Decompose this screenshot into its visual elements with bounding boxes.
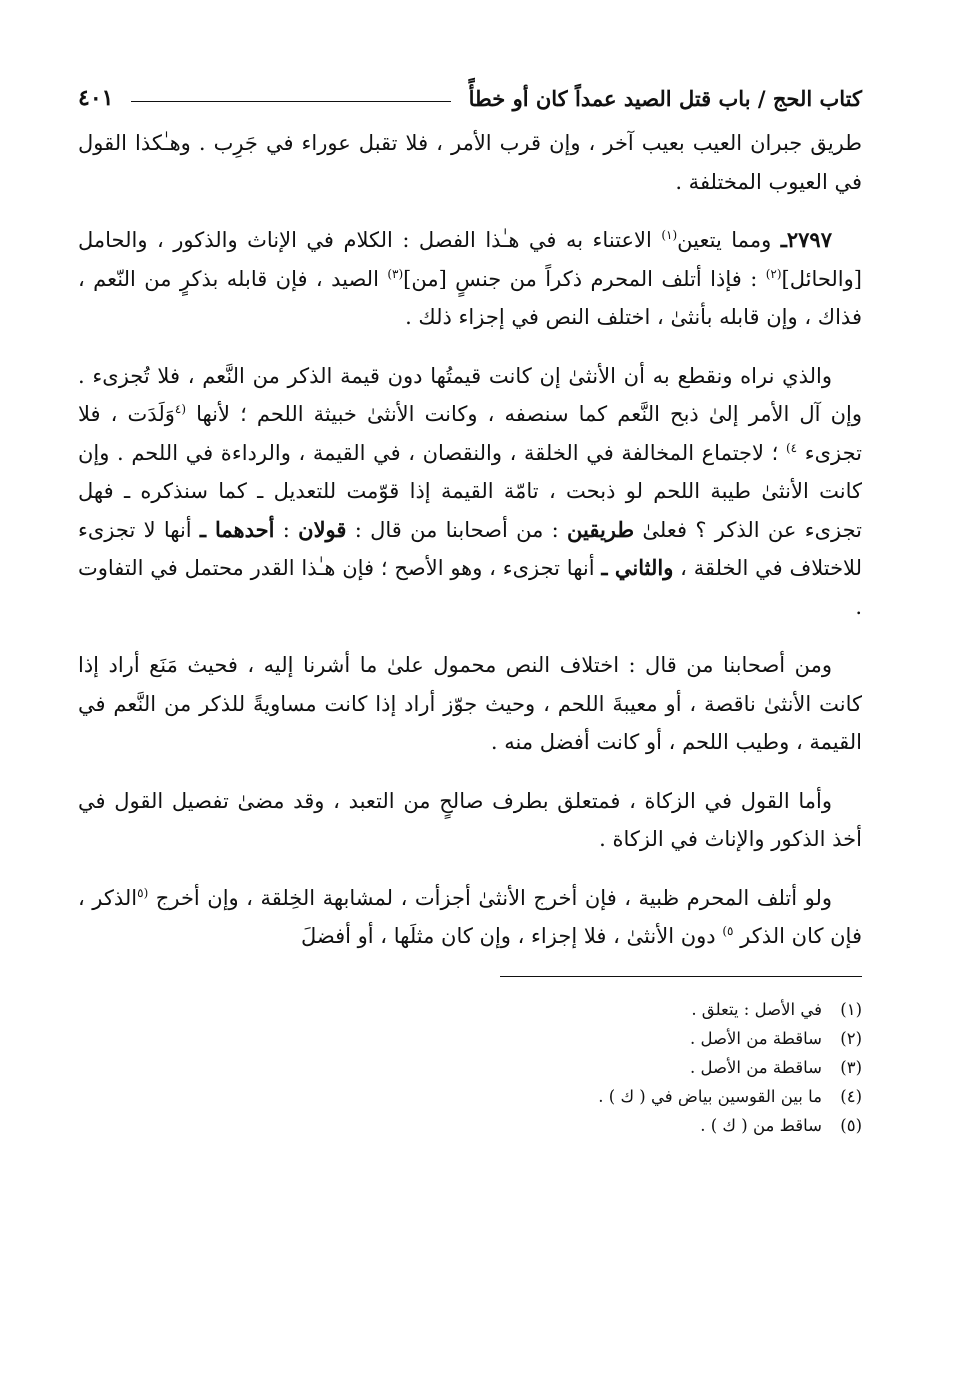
footnote-number: (٤) <box>840 1086 862 1106</box>
text-run: : فإذا أتلف المحرم ذكراً من جنسٍ [من] <box>403 266 766 291</box>
text-run: الذكر ، فإن كان الذكر <box>78 885 862 948</box>
text-run: أنها لا تجزىء للاختلاف في الخلقة ، <box>78 517 862 580</box>
bold-term: أحدهما ـ <box>199 516 275 542</box>
main-text <box>78 124 862 956</box>
paragraph-female-ruling <box>78 357 862 627</box>
text-run: والذي نراه ونقطع به أن الأنثىٰ إن كانت قيمتُها دون قيمة الذكر من النَّعم ، فلا تُجزىء . وإن آل الأمر إلىٰ ذبح النَّعم كما سنصفه ، وكانت الأنثىٰ خبيثة اللحم ؛ لأنها <box>78 363 863 426</box>
running-header <box>78 78 862 118</box>
footnote-text: ما بين القوسين بياض في ( ك ) . <box>598 1086 822 1106</box>
header-title: كتاب الحج / باب قتل الصيد عمداً كان أو خطأً <box>468 85 862 111</box>
footnote-marker-5-close: ٥) <box>722 924 734 938</box>
text-run: ولو أتلف المحرم ظبية ، فإن أخرج الأنثىٰ أجزأت ، لمشابهة الخِلقة ، وإن أخرج <box>148 885 833 910</box>
paragraph-companions-view: ومن أصحابنا من قال : اختلاف النص محمول علىٰ ما أشرنا إليه ، فحيث مَنَع أراد إذا كانت الأنثىٰ ناقصة ، أو معيبةَ اللحم ، وحيث جوّز أراد إذا كانت مساويةً للذكر من النَّعم في القيمة ، وطيب اللحم ، أو كانت أفضل منه . <box>78 653 862 754</box>
footnote-marker-4-open: (٤ <box>174 402 186 416</box>
footnote-item <box>78 1082 862 1111</box>
footnote-number: (٣) <box>840 1057 862 1077</box>
footnote-item <box>78 1111 862 1140</box>
text-run: الصيد ، فإن قابله بذكرٍ من النّعم ، فذاك ، وإن قابله بأنثىٰ ، اختلف النص في إجزاء ذلك . <box>78 266 862 329</box>
page-number: ٤٠١ <box>78 85 114 111</box>
text-run: ؛ لاجتماع المخالفة في الخلقة ، والنقصان ، في القيمة ، والرداءة في اللحم . وإن كانت الأنثىٰ طيبة اللحم لو ذبحت ، تامّة القيمة إذا قوّمت للتعديل ـ كما سنذكره ـ فهل تجزىء عن الذكر ؟ فعلىٰ <box>78 440 863 542</box>
footnote-separator <box>500 976 862 977</box>
footnote-text: ساقط من ( ك ) . <box>700 1115 822 1135</box>
bold-term: قولان <box>298 516 347 542</box>
header-rule <box>131 101 450 102</box>
footnote-number: (٥) <box>840 1115 862 1135</box>
text-run: الاعتناء به في هـٰذا الفصل : الكلام في الإناث والذكور ، والحامل [والحائل] <box>78 228 862 291</box>
footnotes <box>78 995 862 1140</box>
footnote-ref-3: (٣) <box>387 266 404 281</box>
text-run: أنها تجزىء ، وهو الأصح ؛ فإن هـٰذا القدر محتمل في التفاوت . <box>78 556 862 619</box>
section-number: ٢٧٩٧ـ <box>780 227 832 252</box>
footnote-item <box>78 1024 862 1053</box>
paragraph-section-2797 <box>78 221 862 337</box>
footnote-ref-1: (١) <box>661 228 678 242</box>
text-run: دون الأنثىٰ ، فلا إجزاء ، وإن كان مثلَها ، أو أفضلَ <box>300 924 723 948</box>
paragraph-continuation: طريق جبران العيب بعيب آخر ، وإن قرب الأمر ، فلا تقبل عوراء في جَرِب . وهـٰكذا القول في العيوب المختلفة . <box>78 131 862 194</box>
text-run: : من أصحابنا من قال : <box>346 517 568 542</box>
paragraph-zakat: وأما القول في الزكاة ، فمتعلق بطرف صالحٍ من التعبد ، وقد مضىٰ تفصيل القول في أخذ الذكور والإناث في الزكاة . <box>78 788 862 851</box>
footnote-text: ساقطة من الأصل . <box>690 1028 822 1048</box>
text-run: ومما يتعين <box>677 228 781 252</box>
text-run: : <box>274 517 299 542</box>
footnote-text: في الأصل : يتعلق . <box>691 999 822 1019</box>
book-page <box>78 78 862 1318</box>
bold-term: والثاني ـ <box>601 555 674 580</box>
footnote-marker-4-close: ٤) <box>785 440 798 455</box>
footnote-number: (٢) <box>840 1028 862 1048</box>
paragraph-gazelle <box>78 879 862 956</box>
footnote-text: ساقطة من الأصل . <box>690 1057 822 1077</box>
footnote-marker-5-open: (٥ <box>137 885 149 900</box>
footnote-ref-2: (٢) <box>765 266 782 281</box>
footnote-number: (١) <box>840 999 862 1019</box>
text-run: وَلَدَت ، فلا تجزىء <box>78 402 862 465</box>
footnote-item <box>78 995 862 1024</box>
bold-term: طريقين <box>567 516 635 542</box>
footnote-item <box>78 1053 862 1082</box>
